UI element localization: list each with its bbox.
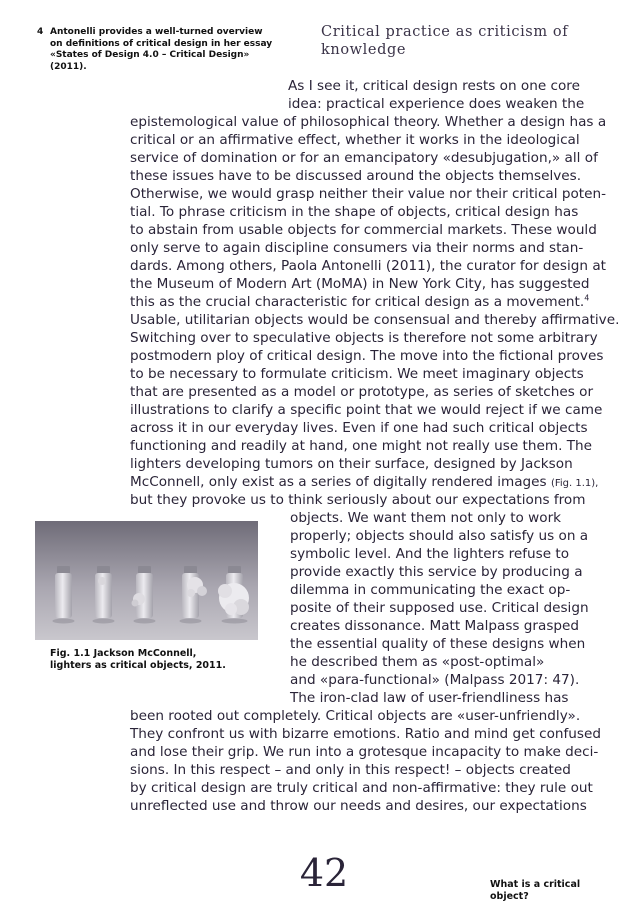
- body-line: been rooted out completely. Critical objects are «user-unfriendly».: [130, 708, 581, 724]
- footnote-ref[interactable]: 4: [584, 293, 590, 303]
- body-line: Otherwise, we would grasp neither their value nor their critical poten-: [130, 186, 607, 202]
- body-line: only serve to again discipline consumers via their norms and stan-: [130, 240, 584, 256]
- body-line: critical or an affirmative effect, whether it works in the ideological: [130, 132, 580, 148]
- figure-caption: Fig. 1.1 Jackson McConnell, lighters as critical objects, 2011.: [50, 648, 226, 671]
- footnote-text: Antonelli provides a well-turned overview on definitions of critical design in her essay «States of Design 4.0 – Critical Design» (2011).: [50, 27, 273, 72]
- body-line: to abstain from usable objects for commercial markets. These would: [130, 222, 597, 238]
- body-line: illustrations to clarify a specific point that we would reject if we came: [130, 402, 603, 418]
- figure-lighters-image: [35, 521, 258, 640]
- body-line: and lose their grip. We run into a grotesque incapacity to make deci-: [130, 744, 599, 760]
- section-title: Critical practice as criticism of knowledge: [321, 24, 569, 58]
- body-line: to be necessary to formulate criticism. We meet imaginary objects: [130, 366, 584, 382]
- body-line: he described them as «post-optimal»: [290, 654, 545, 670]
- page-number: 42: [299, 851, 349, 895]
- running-head: What is a critical object?: [490, 879, 581, 902]
- figure-reference[interactable]: (Fig. 1.1),: [550, 478, 599, 489]
- lighter-1: [53, 566, 75, 624]
- body-line: They confront us with bizarre emotions. Ratio and mind get confused: [130, 726, 602, 742]
- body-line: and «para-functional» (Malpass 2017: 47).: [290, 672, 580, 688]
- body-line: epistemological value of philosophical theory. Whether a design has a: [130, 114, 607, 130]
- body-line: these issues have to be discussed around the objects themselves.: [130, 168, 582, 184]
- body-line: As I see it, critical design rests on one core: [288, 78, 580, 94]
- body-line: dards. Among others, Paola Antonelli (2011), the curator for design at: [130, 258, 607, 274]
- body-line: provide exactly this service by producing a: [290, 564, 583, 580]
- body-line: functioning and readily at hand, one might not really use them. The: [130, 438, 592, 454]
- body-line: this as the crucial characteristic for critical design as a movement.$^4$: [130, 293, 590, 310]
- body-line: idea: practical experience does weaken the: [288, 96, 585, 112]
- body-line: lighters developing tumors on their surface, designed by Jackson: [130, 456, 573, 472]
- body-line: objects. We want them not only to work: [290, 510, 562, 526]
- footnote-number: 4: [37, 27, 44, 37]
- body-line: the essential quality of these designs when: [290, 636, 586, 652]
- body-line: the Museum of Modern Art (MoMA) in New York City, has suggested: [130, 276, 590, 292]
- body-line: service of domination or for an emancipatory «desubjugation,» all of: [130, 150, 598, 166]
- body-line: unreflected use and throw our needs and desires, our expectations: [130, 798, 587, 814]
- body-line: McConnell, only exist as a series of digitally rendered images (Fig. 1.1),: [130, 474, 599, 490]
- body-line: posite of their supposed use. Critical design: [290, 600, 589, 616]
- body-line: sions. In this respect – and only in this respect! – objects created: [130, 762, 571, 778]
- body-line: Usable, utilitarian objects would be consensual and thereby affirmative.: [130, 312, 620, 328]
- body-line: Switching over to speculative objects is therefore not some arbitrary: [130, 330, 598, 346]
- body-line: The iron-clad law of user-friendliness has: [290, 690, 569, 706]
- lighters-illustration: [35, 521, 258, 640]
- body-line: properly; objects should also satisfy us on a: [290, 528, 589, 544]
- body-line: by critical design are truly critical and non-affirmative: they rule out: [130, 780, 593, 796]
- lighter-2: [93, 566, 115, 624]
- body-line: postmodern ploy of critical design. The move into the fictional proves: [130, 348, 604, 364]
- body-line: symbolic level. And the lighters refuse to: [290, 546, 570, 562]
- body-line: dilemma in communicating the exact op-: [290, 582, 571, 598]
- body-line: across it in our everyday lives. Even if one had such critical objects: [130, 420, 588, 436]
- body-line: that are presented as a model or prototype, as series of sketches or: [130, 384, 594, 400]
- body-line: creates dissonance. Matt Malpass grasped: [290, 618, 580, 634]
- body-line: but they provoke us to think seriously about our expectations from: [130, 492, 586, 508]
- body-line: tial. To phrase criticism in the shape of objects, critical design has: [130, 204, 579, 220]
